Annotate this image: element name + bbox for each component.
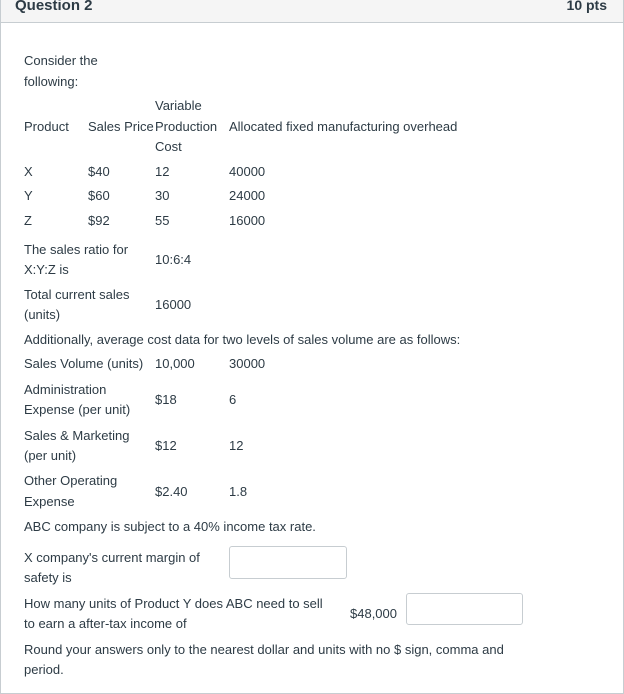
other-label-1: Other Operating (24, 473, 118, 488)
header-sales-price: Sales Price (88, 119, 154, 134)
row-x-overhead: 40000 (229, 164, 266, 179)
instructions-line-1: Round your answers only to the nearest dollar and units with no $ sign, comma and (24, 642, 504, 657)
row-x-price: $40 (88, 164, 110, 179)
q2-line-1: How many units of Product Y does ABC need to sell (24, 596, 323, 611)
admin-label-1: Administration (24, 382, 107, 397)
q1-line-1: X company's current margin of (24, 550, 200, 565)
row-y-product: Y (24, 188, 33, 203)
header-overhead: Allocated fixed manufacturing overhead (229, 119, 458, 134)
q2-line-2: to earn a after-tax income of (24, 616, 187, 631)
admin-value-2: 6 (229, 392, 237, 407)
row-y-cost: 30 (155, 188, 170, 203)
other-label-2: Expense (24, 494, 75, 509)
row-x-product: X (24, 164, 33, 179)
row-z-price: $92 (88, 213, 110, 228)
volume-value-1: 10,000 (155, 356, 195, 371)
q2-amount: $48,000 (350, 606, 397, 621)
intro-line-2: following: (24, 74, 79, 89)
header-cost: Cost (155, 139, 182, 154)
admin-label-2: Expense (per unit) (24, 402, 131, 417)
marketing-label-2: (per unit) (24, 448, 77, 463)
marketing-label-1: Sales & Marketing (24, 428, 130, 443)
row-x-cost: 12 (155, 164, 170, 179)
row-z-overhead: 16000 (229, 213, 266, 228)
additional-text: Additionally, average cost data for two levels of sales volume are as follows: (24, 332, 461, 347)
units-product-y-input[interactable] (406, 593, 523, 625)
marketing-value-1: $12 (155, 438, 177, 453)
row-y-overhead: 24000 (229, 188, 266, 203)
intro-line-1: Consider the (24, 53, 98, 68)
other-value-1: $2.40 (155, 484, 188, 499)
sales-ratio-label-1: The sales ratio for (24, 242, 129, 257)
total-sales-value: 16000 (155, 297, 192, 312)
volume-label: Sales Volume (units) (24, 356, 144, 371)
row-z-product: Z (24, 213, 32, 228)
marketing-value-2: 12 (229, 438, 244, 453)
question-title: Question 2 (15, 0, 93, 14)
header-production: Production (155, 119, 218, 134)
header-variable: Variable (155, 98, 202, 113)
other-value-2: 1.8 (229, 484, 248, 499)
q1-line-2: safety is (24, 570, 72, 585)
sales-ratio-label-2: X:Y:Z is (24, 262, 69, 277)
sales-ratio-value: 10:6:4 (155, 252, 192, 267)
header-product: Product (24, 119, 69, 134)
row-y-price: $60 (88, 188, 110, 203)
total-sales-label-1: Total current sales (24, 287, 130, 302)
volume-value-2: 30000 (229, 356, 266, 371)
admin-value-1: $18 (155, 392, 177, 407)
instructions-line-2: period. (24, 662, 64, 677)
margin-of-safety-input[interactable] (229, 546, 347, 579)
question-header (0, 0, 624, 23)
total-sales-label-2: (units) (24, 307, 61, 322)
question-points: 10 pts (566, 0, 607, 13)
row-z-cost: 55 (155, 213, 170, 228)
tax-text: ABC company is subject to a 40% income tax rate. (24, 519, 316, 534)
